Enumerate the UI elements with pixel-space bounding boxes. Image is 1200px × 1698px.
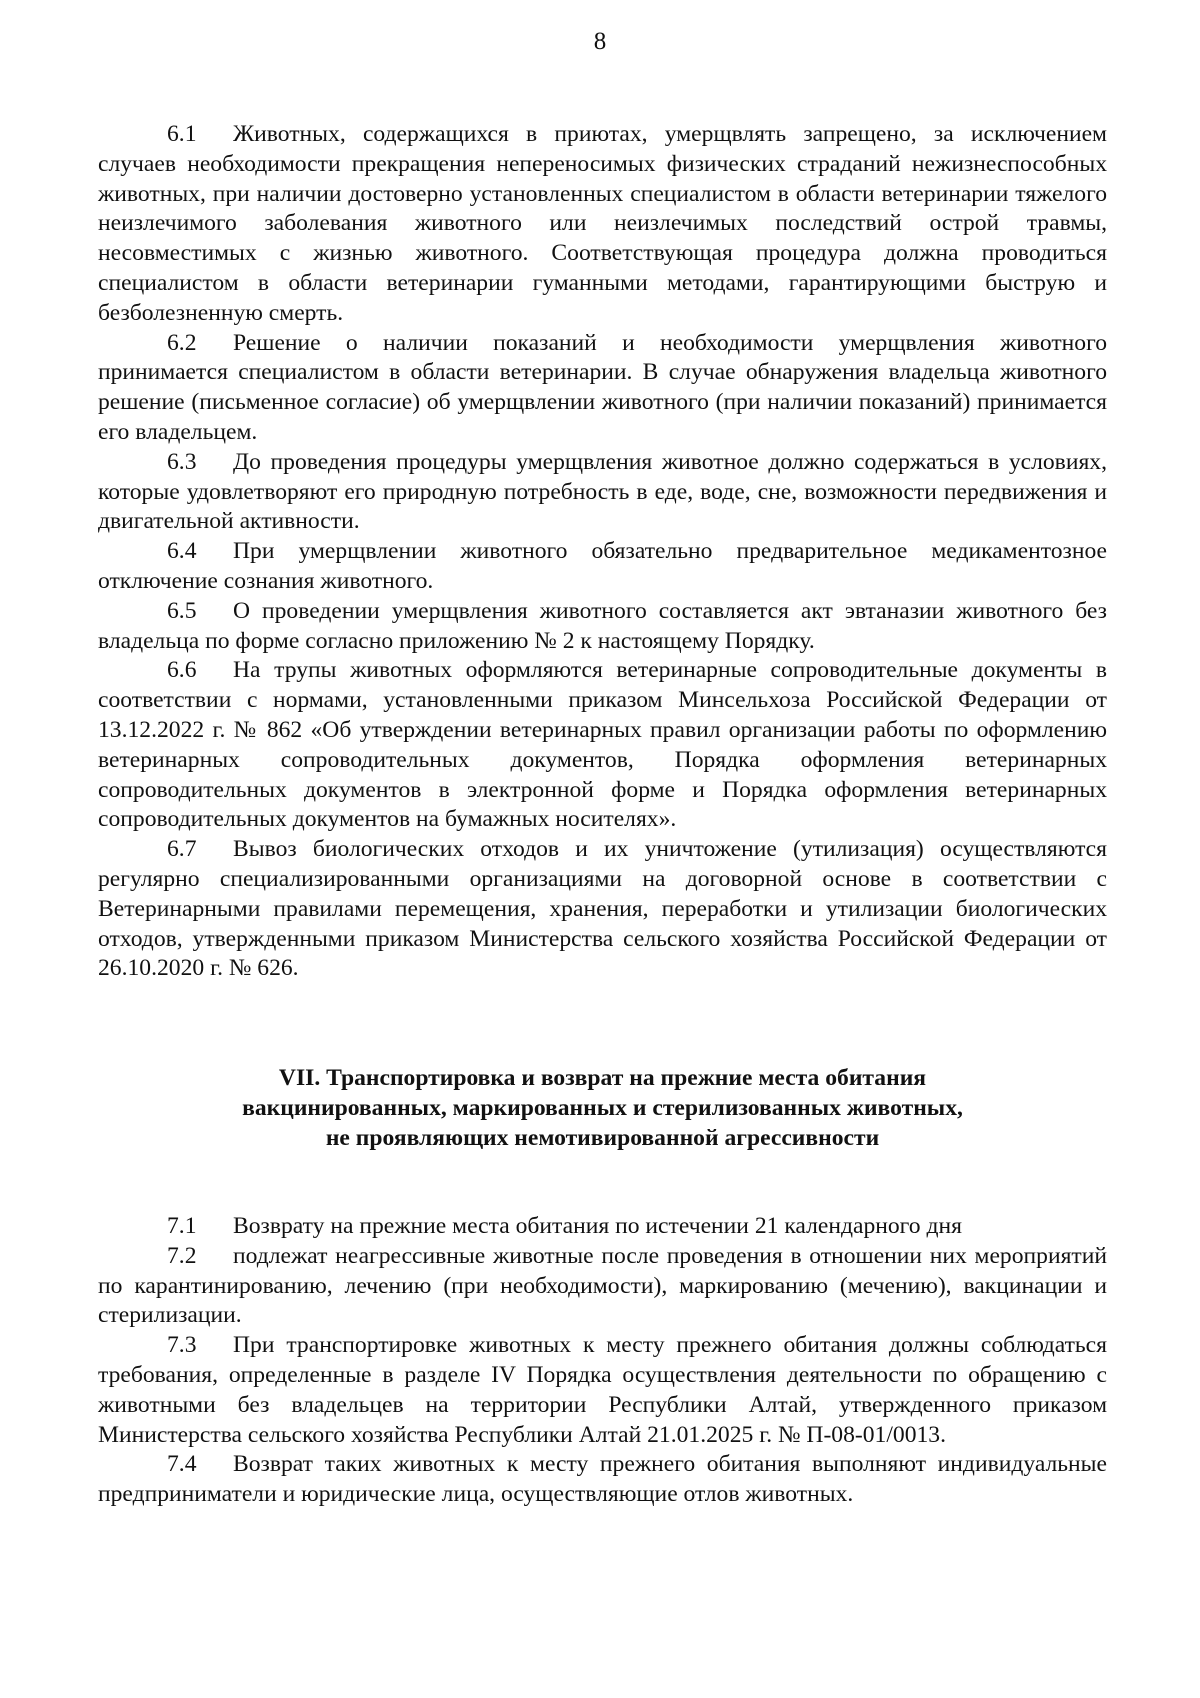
paragraph-6-7 (98, 835, 1107, 984)
paragraph-number: 6.3 (167, 448, 197, 475)
heading-line-2: вакцинированных, маркированных и стерилизованных животных, (242, 1095, 963, 1121)
paragraph-number: 6.2 (167, 329, 197, 356)
paragraph-number: 7.1 (167, 1213, 197, 1239)
heading-line-3: не проявляющих немотивированной агрессивности (325, 1125, 880, 1151)
paragraph-number: 7.4 (167, 1451, 197, 1478)
paragraph-number: 7.3 (167, 1332, 197, 1359)
paragraph-number: 6.4 (167, 538, 197, 565)
section-7-body (98, 1212, 1107, 1510)
paragraph-text: Животных, содержащихся в приютах, умерщвлять запрещено, за исключением случаев необходимости прекращения непереносимых физических страданий нежизнеспособных животных, при наличии достоверно установленных специалистом в области ветеринарии тяжелого неизлечимого заболевания животного или неизлечимых последствий острой травмы, несовместимых с жизнью животного. Соответствующая процедура должна проводиться специалистом в области ветеринарии гуманными методами, гарантирующими быструю и безболезненную смерть. (98, 121, 1107, 326)
paragraph-text: До проведения процедуры умерщвления животное должно содержаться в условиях, которые удовлетворяют его природную потребность в еде, воде, сне, возможности передвижения и двигательной активности. (98, 448, 1107, 535)
page-number: 8 (593, 28, 607, 55)
paragraph-text: На трупы животных оформляются ветеринарные сопроводительные документы в соответствии с нормами, установленными приказом Минсельхоза Российской Федерации от 13.12.2022 г. № 862 «Об утверждении ветеринарных правил организации работы по оформлению ветеринарных сопроводительных документов, Порядка оформления ветеринарных сопроводительных документов в электронной форме и Порядка оформления ветеринарных сопроводительных документов на бумажных носителях». (98, 657, 1107, 833)
paragraph-6-3 (98, 448, 1107, 537)
paragraph-6-4 (98, 537, 1107, 597)
paragraph-number: 6.1 (167, 121, 197, 147)
paragraph-text: При транспортировке животных к месту прежнего обитания должны соблюдаться требования, определенные в разделе IV Порядка осуществления деятельности по обращению с животными без владельцев на территории Республики Алтай, утвержденного приказом Министерства сельского хозяйства Республики Алтай 21.01.2025 г. № П-08-01/0013. (98, 1332, 1107, 1448)
paragraph-text: О проведении умерщвления животного составляется акт эвтаназии животного без владельца по форме согласно приложению № 2 к настоящему Порядку. (98, 597, 1107, 654)
paragraph-6-5 (98, 597, 1107, 657)
paragraph-number: 6.7 (167, 836, 197, 863)
paragraph-text: Решение о наличии показаний и необходимости умерщвления животного принимается специалистом в области ветеринарии. В случае обнаружения владельца животного решение (письменное согласие) об умерщвлении животного (при наличии показаний) принимается его владельцем. (98, 329, 1107, 445)
paragraph-6-6 (98, 656, 1107, 835)
paragraph-number: 6.6 (167, 657, 197, 684)
section-6-body (98, 120, 1107, 984)
paragraph-7-1 (98, 1212, 1107, 1242)
paragraph-6-2 (98, 329, 1107, 448)
paragraph-text: Вывоз биологических отходов и их уничтожение (утилизация) осуществляются регулярно специализированными организациями на договорной основе в соответствии с Ветеринарными правилами перемещения, хранения, переработки и утилизации биологических отходов, утвержденными приказом Министерства сельского хозяйства Российской Федерации от 26.10.2020 г. № 626. (98, 836, 1107, 982)
paragraph-7-3 (98, 1331, 1107, 1450)
paragraph-number: 7.2 (167, 1242, 197, 1269)
paragraph-text: Возврат таких животных к месту прежнего обитания выполняют индивидуальные предприниматели и юридические лица, осуществляющие отлов животных. (98, 1451, 1107, 1508)
paragraph-7-4 (98, 1450, 1107, 1510)
paragraph-text: При умерщвлении животного обязательно предварительное медикаментозное отключение сознания животного. (98, 538, 1107, 594)
paragraph-number: 6.5 (167, 597, 197, 624)
paragraph-text: подлежат неагрессивные животные после проведения в отношении них мероприятий по карантинированию, лечению (при необходимости), маркированию (мечению), вакцинации и стерилизации. (98, 1242, 1107, 1329)
paragraph-text: Возврату на прежние места обитания по истечении 21 календарного дня (233, 1213, 962, 1239)
heading-line-1: VII. Транспортировка и возврат на прежние места обитания (278, 1065, 927, 1091)
paragraph-7-2 (98, 1242, 1107, 1331)
section-7-heading (98, 1063, 1107, 1153)
paragraph-6-1 (98, 120, 1107, 329)
